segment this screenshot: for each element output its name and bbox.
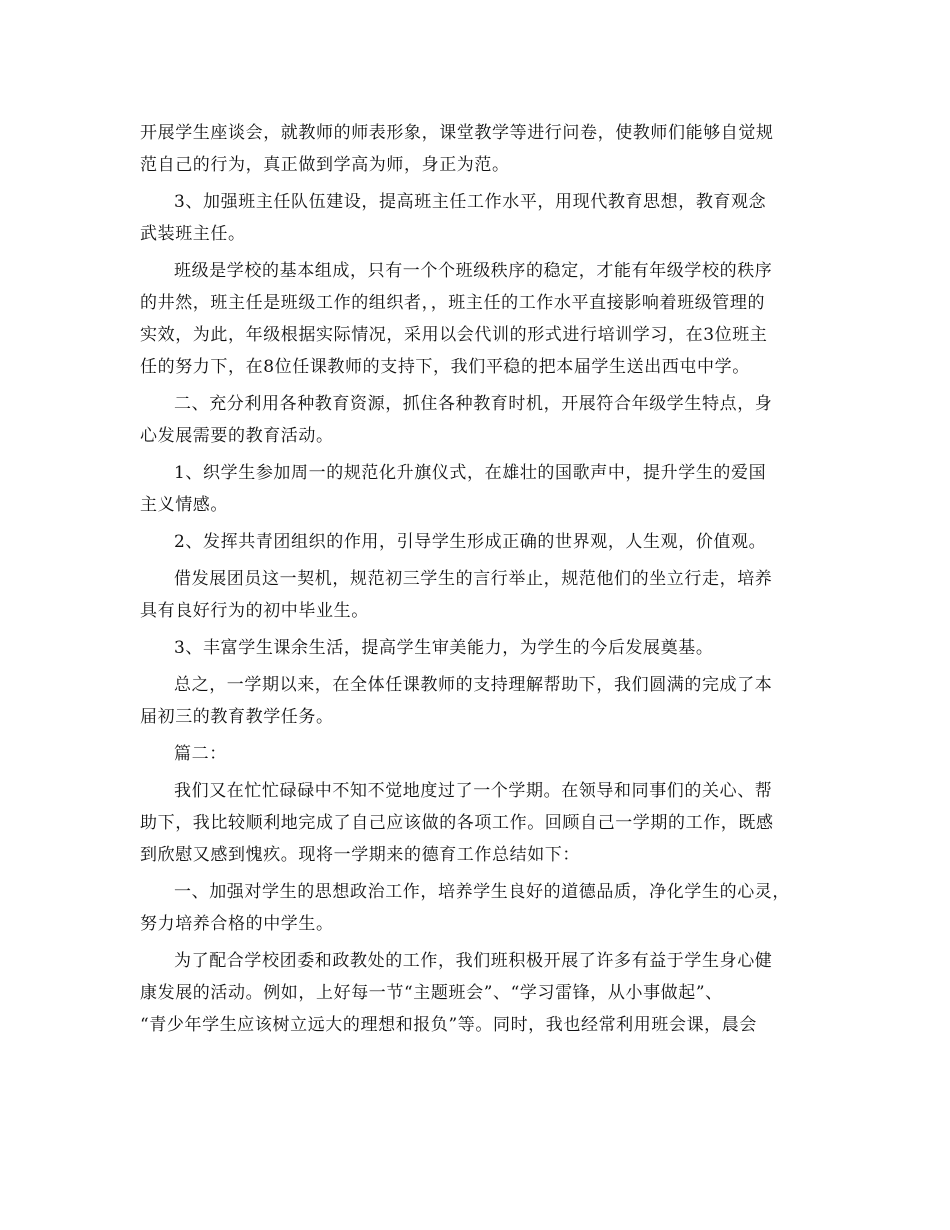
text-line: 实效，为此，年级根据实际情况，采用以会代训的形式进行培训学习，在3位班主: [140, 325, 768, 345]
text-line: 3、丰富学生课余生活，提高学生审美能力，为学生的今后发展奠基。: [174, 638, 714, 658]
text-line: 武装班主任。: [140, 224, 246, 244]
text-line: 任的努力下，在8位任课教师的支持下，我们平稳的把本届学生送出西屯中学。: [140, 357, 750, 377]
document-body: [140, 117, 828, 1041]
text-line: 2、发挥共青团组织的作用，引导学生形成正确的世界观，人生观，价值观。: [174, 532, 767, 552]
text-line: 我们又在忙忙碌碌中不知不觉地度过了一个学期。在领导和同事们的关心、帮: [174, 781, 773, 801]
text-line: 篇二：: [174, 744, 227, 764]
text-line: 范自己的行为，真正做到学高为师，身正为范。: [140, 155, 510, 175]
text-line: 总之，一学期以来，在全体任课教师的支持理解帮助下，我们圆满的完成了本: [174, 675, 773, 695]
text-line: 主义情感。: [140, 495, 228, 515]
text-line: “青少年学生应该树立远大的理想和报负”等。同时，我也经常利用班会课，晨会: [140, 1015, 757, 1035]
text-line: 努力培养合格的中学生。: [140, 914, 334, 934]
text-line: 助下，我比较顺利地完成了自己应该做的各项工作。回顾自己一学期的工作，既感: [140, 813, 774, 833]
text-line: 届初三的教育教学任务。: [140, 707, 334, 727]
text-line: 一、加强对学生的思想政治工作，培养学生良好的道德品质，净化学生的心灵，: [174, 882, 790, 902]
text-line: 为了配合学校团委和政教处的工作，我们班积极开展了许多有益于学生身心健: [174, 951, 773, 971]
text-line: 心发展需要的教育活动。: [140, 426, 334, 446]
text-line: 康发展的活动。例如，上好每一节“主题班会”、“学习雷锋，从小事做起”、: [140, 983, 723, 1003]
text-line: 借发展团员这一契机，规范初三学生的言行举止，规范他们的坐立行走，培养: [174, 569, 773, 589]
text-line: 1、织学生参加周一的规范化升旗仪式，在雄壮的国歌声中，提升学生的爱国: [174, 463, 767, 483]
text-line: 到欣慰又感到愧疚。现将一学期来的德育工作总结如下：: [140, 845, 580, 865]
text-line: 3、加强班主任队伍建设，提高班主任工作水平，用现代教育思想，教育观念: [174, 192, 767, 212]
text-line: 二、充分利用各种教育资源，抓住各种教育时机，开展符合年级学生特点，身: [174, 394, 773, 414]
text-line: 开展学生座谈会，就教师的师表形象，课堂教学等进行问卷，使教师们能够自觉规: [140, 123, 774, 143]
text-line: 具有良好行为的初中毕业生。: [140, 601, 369, 621]
text-line: 的井然，班主任是班级工作的组织者，，班主任的工作水平直接影响着班级管理的: [140, 293, 766, 313]
text-line: 班级是学校的基本组成，只有一个个班级秩序的稳定，才能有年级学校的秩序: [174, 261, 773, 281]
